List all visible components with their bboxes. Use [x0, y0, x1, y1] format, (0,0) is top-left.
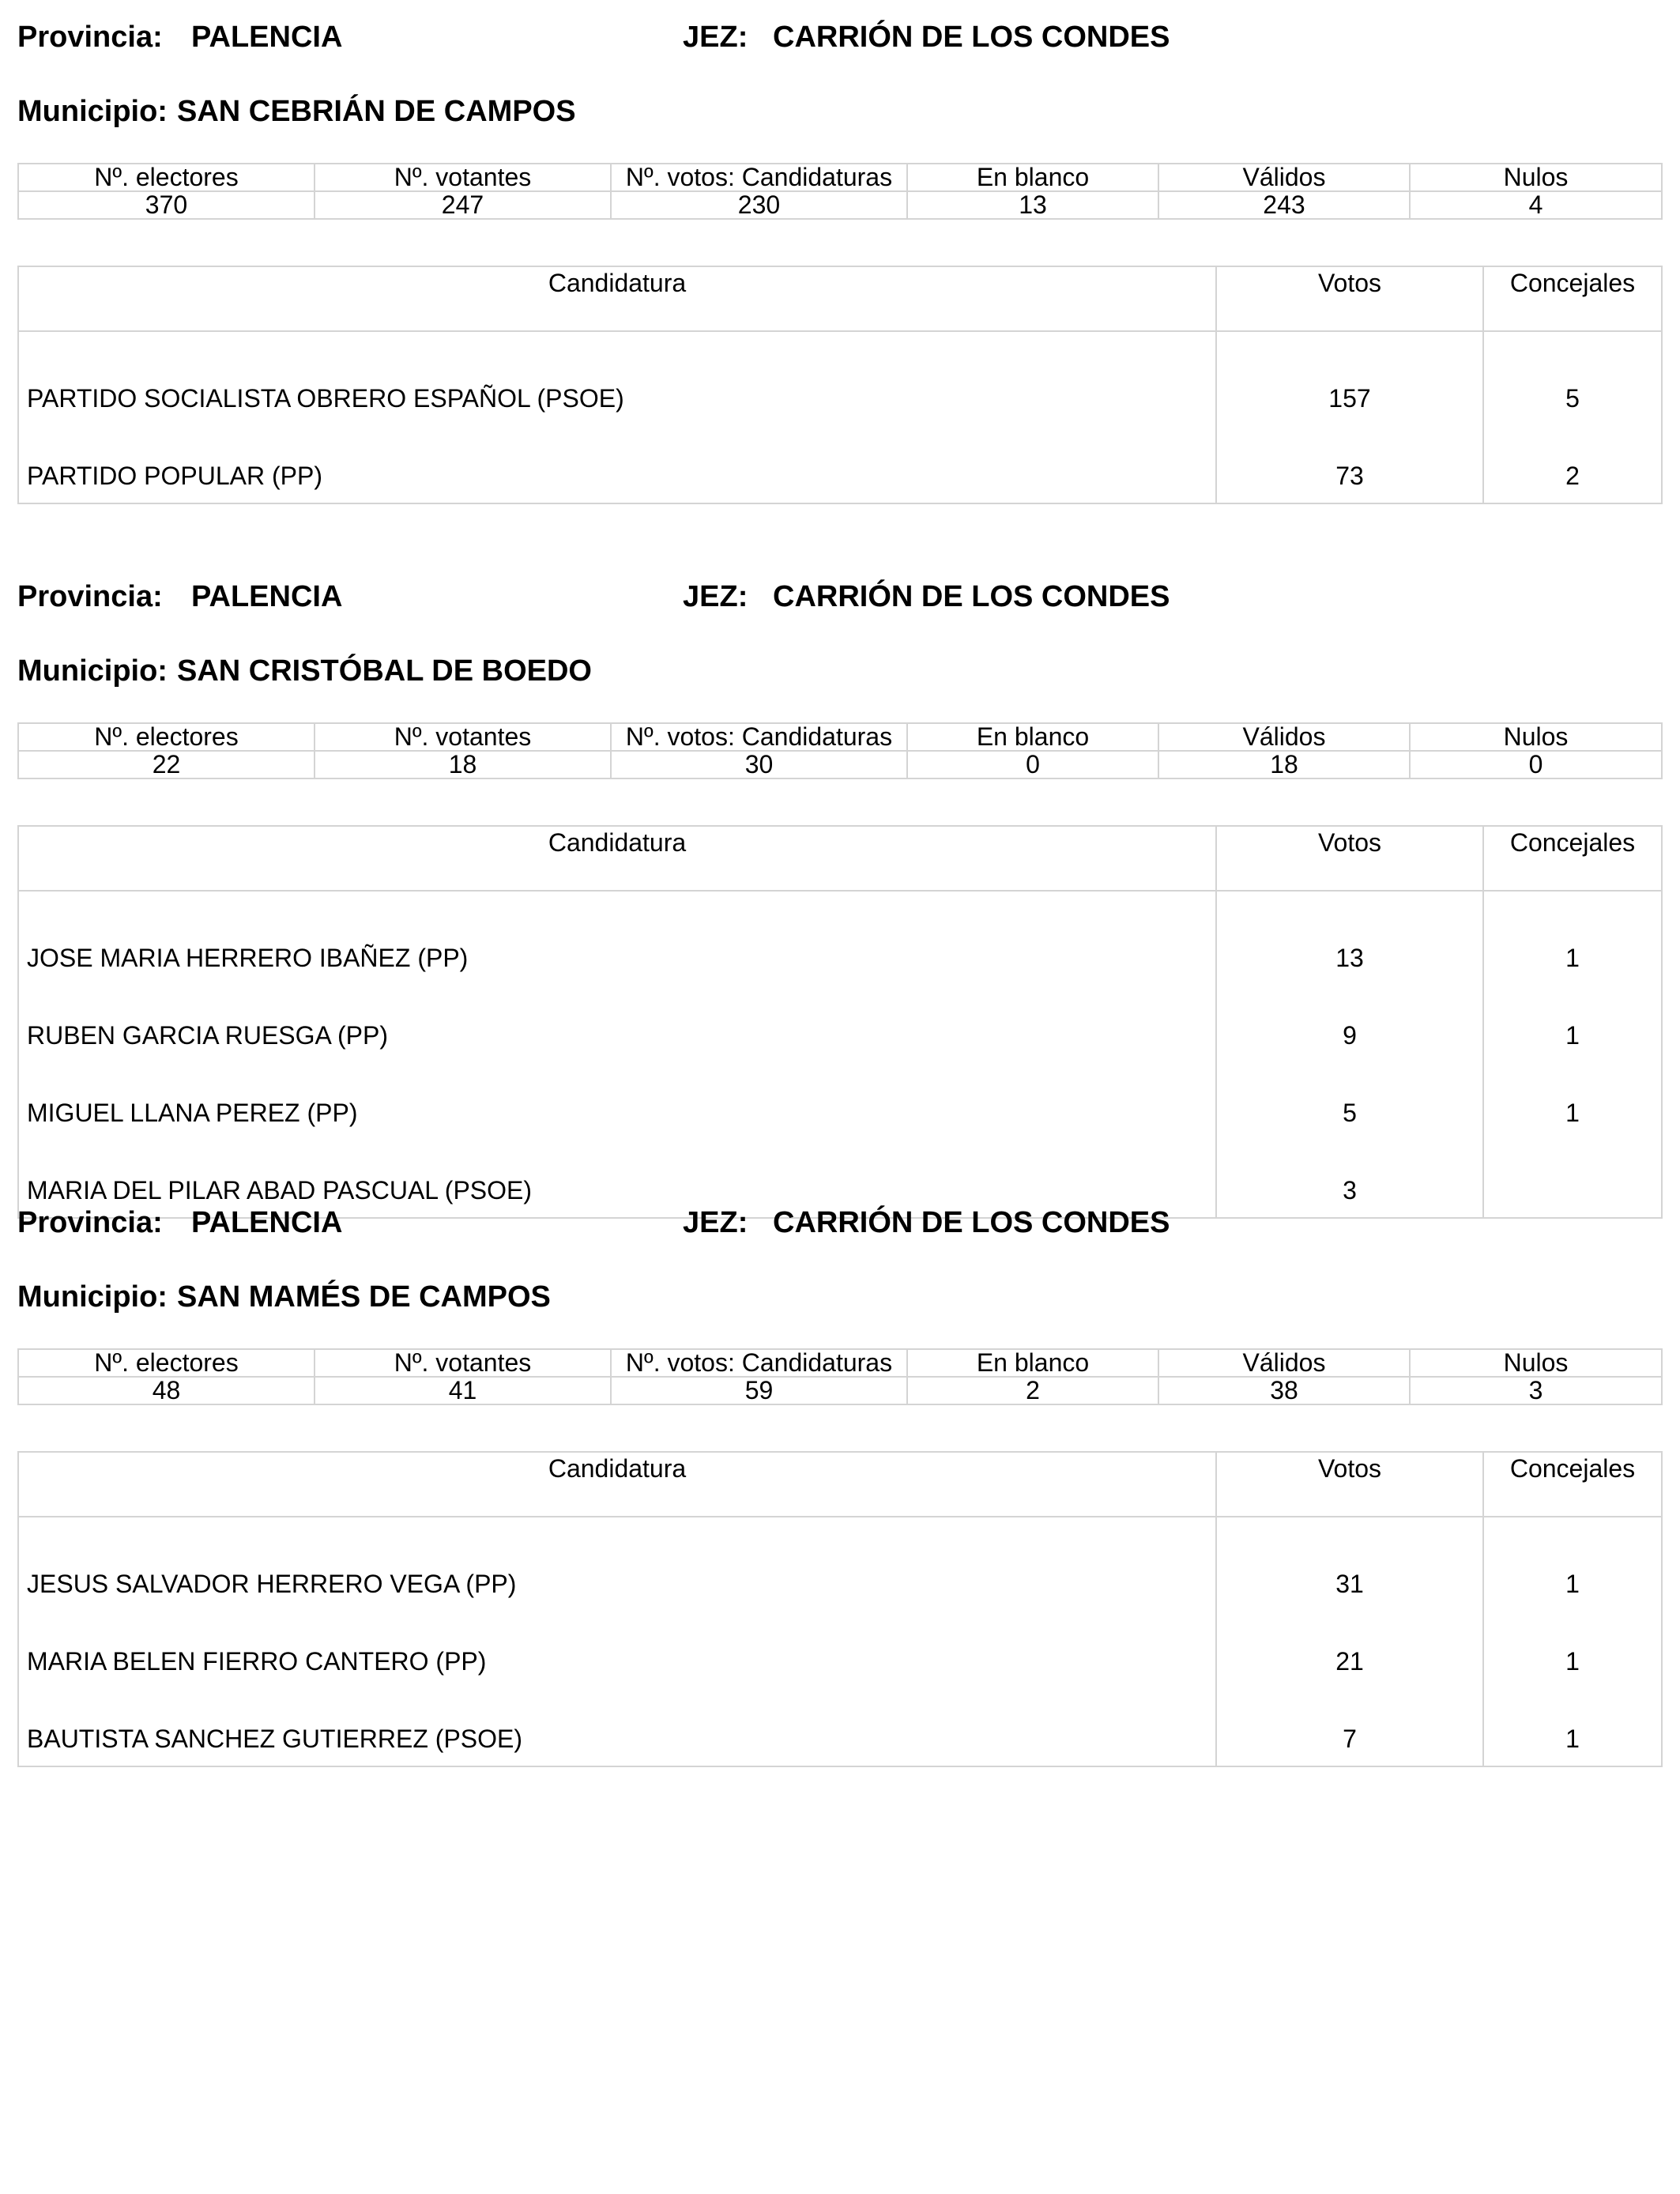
stats-value-nulos: 3 — [1410, 1377, 1662, 1404]
provincia-value: PALENCIA — [191, 21, 343, 54]
stats-value-en-blanco: 13 — [907, 191, 1158, 219]
stats-value-votantes: 41 — [315, 1377, 611, 1404]
cand-concejales: 2 — [1483, 425, 1662, 503]
cand-header-candidatura: Candidatura — [18, 1452, 1216, 1517]
stats-value-nulos: 4 — [1410, 191, 1662, 219]
stats-value-votos-candidaturas: 230 — [611, 191, 907, 219]
candidaturas-table — [17, 266, 1663, 504]
candidaturas-table — [17, 825, 1663, 1219]
table-row — [18, 425, 1662, 503]
municipio-title — [17, 1277, 551, 1317]
provincia-label: Provincia: — [17, 1206, 163, 1239]
provincia-value: PALENCIA — [191, 580, 343, 613]
stats-value-nulos: 0 — [1410, 751, 1662, 778]
municipio-value: SAN CRISTÓBAL DE BOEDO — [176, 654, 592, 688]
stats-header-validos: Válidos — [1158, 164, 1410, 191]
municipio-value: SAN MAMÉS DE CAMPOS — [176, 1280, 551, 1314]
stats-header-row — [18, 164, 1662, 191]
cand-votos: 5 — [1216, 1062, 1483, 1140]
stats-header-en-blanco: En blanco — [907, 164, 1158, 191]
table-row — [18, 331, 1662, 425]
cand-name: PARTIDO SOCIALISTA OBRERO ESPAÑOL (PSOE) — [18, 331, 1216, 425]
cand-concejales: 1 — [1483, 1517, 1662, 1611]
stats-table — [17, 1348, 1663, 1405]
table-row — [18, 891, 1662, 985]
cand-concejales: 1 — [1483, 891, 1662, 985]
stats-value-electores: 48 — [18, 1377, 315, 1404]
municipio-label: Municipio: — [17, 654, 168, 688]
stats-value-electores: 370 — [18, 191, 315, 219]
stats-value-validos: 243 — [1158, 191, 1410, 219]
stats-header-votantes: Nº. votantes — [315, 1349, 611, 1377]
stats-header-votos-candidaturas: Nº. votos: Candidaturas — [611, 164, 907, 191]
cand-name: PARTIDO POPULAR (PP) — [18, 425, 1216, 503]
stats-header-votantes: Nº. votantes — [315, 723, 611, 751]
cand-name: BAUTISTA SANCHEZ GUTIERREZ (PSOE) — [18, 1688, 1216, 1766]
cand-header-candidatura: Candidatura — [18, 826, 1216, 891]
jez-value: CARRIÓN DE LOS CONDES — [773, 21, 1170, 54]
provincia-label: Provincia: — [17, 580, 163, 613]
stats-header-votantes: Nº. votantes — [315, 164, 611, 191]
cand-header-votos: Votos — [1216, 266, 1483, 331]
stats-value-row — [18, 191, 1662, 219]
stats-table — [17, 722, 1663, 779]
cand-header-row — [18, 266, 1662, 331]
cand-votos: 3 — [1216, 1140, 1483, 1218]
stats-header-votos-candidaturas: Nº. votos: Candidaturas — [611, 723, 907, 751]
stats-value-validos: 38 — [1158, 1377, 1410, 1404]
cand-name: MARIA DEL PILAR ABAD PASCUAL (PSOE) — [18, 1140, 1216, 1218]
cand-header-concejales: Concejales — [1483, 266, 1662, 331]
jez-value: CARRIÓN DE LOS CONDES — [773, 580, 1170, 613]
stats-value-votos-candidaturas: 30 — [611, 751, 907, 778]
stats-table — [17, 163, 1663, 220]
cand-header-votos: Votos — [1216, 1452, 1483, 1517]
cand-name: JOSE MARIA HERRERO IBAÑEZ (PP) — [18, 891, 1216, 985]
stats-header-electores: Nº. electores — [18, 723, 315, 751]
jez-label: JEZ: — [683, 580, 748, 613]
table-row — [18, 1611, 1662, 1688]
stats-header-validos: Válidos — [1158, 723, 1410, 751]
stats-value-votantes: 18 — [315, 751, 611, 778]
cand-header-candidatura: Candidatura — [18, 266, 1216, 331]
candidaturas-table — [17, 1451, 1663, 1767]
stats-header-row — [18, 723, 1662, 751]
municipio-value: SAN CEBRIÁN DE CAMPOS — [176, 95, 576, 128]
cand-name: JESUS SALVADOR HERRERO VEGA (PP) — [18, 1517, 1216, 1611]
cand-name: MIGUEL LLANA PEREZ (PP) — [18, 1062, 1216, 1140]
table-row — [18, 1062, 1662, 1140]
jez-value: CARRIÓN DE LOS CONDES — [773, 1206, 1170, 1239]
stats-value-row — [18, 751, 1662, 778]
stats-header-en-blanco: En blanco — [907, 723, 1158, 751]
cand-votos: 13 — [1216, 891, 1483, 985]
stats-header-row — [18, 1349, 1662, 1377]
cand-concejales: 1 — [1483, 1611, 1662, 1688]
section-header — [17, 1203, 1661, 1242]
stats-value-en-blanco: 0 — [907, 751, 1158, 778]
stats-header-nulos: Nulos — [1410, 164, 1662, 191]
cand-votos: 9 — [1216, 985, 1483, 1062]
municipio-label: Municipio: — [17, 95, 168, 128]
cand-votos: 21 — [1216, 1611, 1483, 1688]
provincia-label: Provincia: — [17, 21, 163, 54]
cand-concejales: 1 — [1483, 1062, 1662, 1140]
cand-name: MARIA BELEN FIERRO CANTERO (PP) — [18, 1611, 1216, 1688]
stats-header-validos: Válidos — [1158, 1349, 1410, 1377]
cand-votos: 7 — [1216, 1688, 1483, 1766]
table-row — [18, 1688, 1662, 1766]
table-row — [18, 1517, 1662, 1611]
cand-header-concejales: Concejales — [1483, 1452, 1662, 1517]
municipio-title — [17, 92, 576, 131]
stats-header-nulos: Nulos — [1410, 1349, 1662, 1377]
cand-header-row — [18, 826, 1662, 891]
cand-header-votos: Votos — [1216, 826, 1483, 891]
jez-label: JEZ: — [683, 21, 748, 54]
stats-value-votantes: 247 — [315, 191, 611, 219]
table-row — [18, 985, 1662, 1062]
section-header — [17, 577, 1661, 616]
stats-value-en-blanco: 2 — [907, 1377, 1158, 1404]
municipio-label: Municipio: — [17, 1280, 168, 1314]
provincia-value: PALENCIA — [191, 1206, 343, 1239]
stats-header-nulos: Nulos — [1410, 723, 1662, 751]
stats-value-votos-candidaturas: 59 — [611, 1377, 907, 1404]
cand-header-concejales: Concejales — [1483, 826, 1662, 891]
stats-value-electores: 22 — [18, 751, 315, 778]
stats-value-validos: 18 — [1158, 751, 1410, 778]
jez-label: JEZ: — [683, 1206, 748, 1239]
cand-votos: 73 — [1216, 425, 1483, 503]
stats-header-electores: Nº. electores — [18, 1349, 315, 1377]
stats-value-row — [18, 1377, 1662, 1404]
cand-concejales: 5 — [1483, 331, 1662, 425]
municipio-title — [17, 651, 592, 691]
cand-header-row — [18, 1452, 1662, 1517]
stats-header-electores: Nº. electores — [18, 164, 315, 191]
cand-votos: 31 — [1216, 1517, 1483, 1611]
cand-votos: 157 — [1216, 331, 1483, 425]
section-header — [17, 17, 1661, 57]
stats-header-votos-candidaturas: Nº. votos: Candidaturas — [611, 1349, 907, 1377]
cand-concejales: 1 — [1483, 1688, 1662, 1766]
cand-name: RUBEN GARCIA RUESGA (PP) — [18, 985, 1216, 1062]
cand-concejales: 1 — [1483, 985, 1662, 1062]
stats-header-en-blanco: En blanco — [907, 1349, 1158, 1377]
